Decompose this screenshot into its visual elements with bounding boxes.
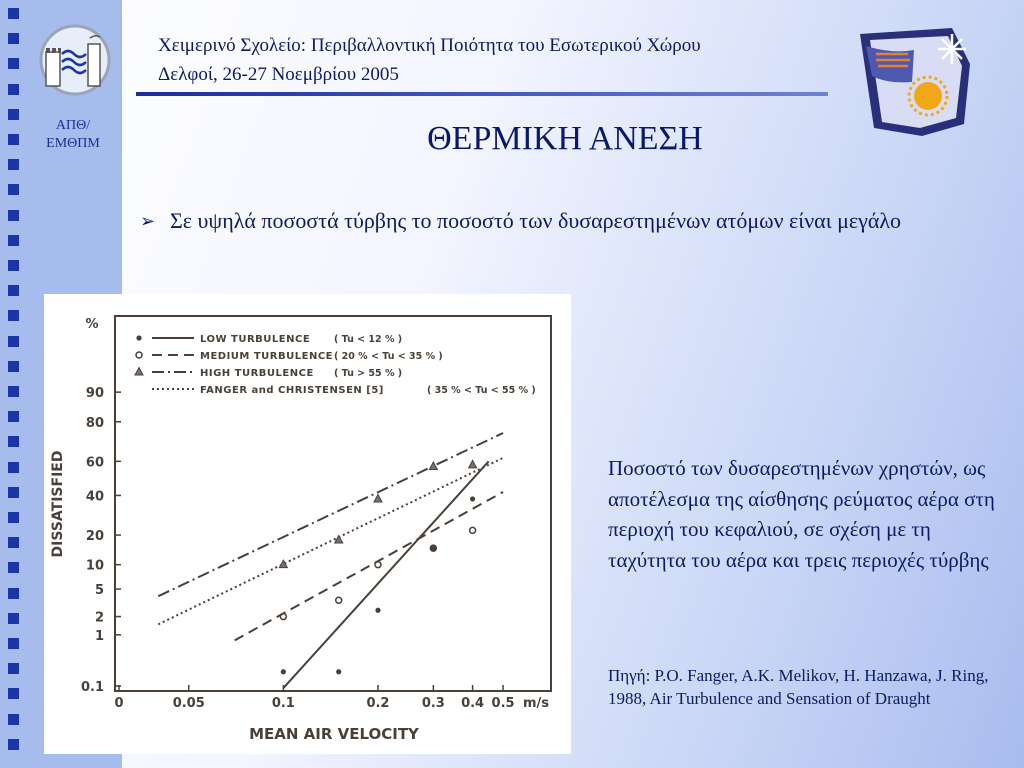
series-line [235,492,503,640]
decorative-square [8,386,19,397]
decorative-square [8,33,19,44]
data-point [375,608,380,613]
data-point [336,669,341,674]
slide-title: ΘΕΡΜΙΚΗ ΑΝΕΣΗ [427,120,703,157]
data-point [469,460,477,468]
data-point [136,352,142,358]
data-point [429,462,437,470]
y-tick-label: 90 [85,386,104,402]
decorative-square [8,688,19,699]
x-tick-label: 0 [114,696,124,711]
decorative-square [8,310,19,321]
y-tick-label: 80 [85,415,104,431]
decorative-square [8,714,19,725]
data-point [374,494,382,502]
data-point [336,597,342,603]
decorative-square-strip [8,0,22,768]
y-tick-label: 0.1 [80,680,104,695]
y-axis-label: DISSATISFIED [50,450,66,558]
data-point [281,669,286,674]
data-point [136,335,141,340]
legend-label: MEDIUM TURBULENCE [200,351,333,362]
series-line [158,433,503,596]
decorative-square [8,210,19,221]
x-axis-label: MEAN AIR VELOCITY [249,725,419,743]
y-tick-label: 20 [85,529,104,545]
data-point [470,527,476,533]
decorative-square [8,411,19,422]
decorative-square [8,285,19,296]
legend-range: ( Tu < 12 % ) [334,334,403,345]
x-tick-label: 0.2 [366,696,390,711]
y-tick-label: 1 [94,628,104,644]
series-line [158,458,503,624]
header-event-date: Δελφοί, 26-27 Νοεμβρίου 2005 [158,64,399,85]
y-unit-label: % [85,317,99,332]
header-event-title: Χειμερινό Σχολείο: Περιβαλλοντική Ποιότητα του Εσωτερικού Χώρου [158,35,701,56]
y-tick-label: 2 [94,610,104,626]
decorative-square [8,109,19,120]
data-point [135,368,143,376]
decorative-square [8,588,19,599]
institution-line-1: ΑΠΘ/ [55,118,91,133]
institution-line-2: ΕΜΘΠΜ [46,136,100,151]
decorative-square [8,159,19,170]
decorative-square [8,638,19,649]
decorative-square [8,663,19,674]
legend-label: HIGH TURBULENCE [200,368,314,379]
legend-range: ( 20 % < Tu < 35 % ) [334,351,443,362]
decorative-square [8,562,19,573]
decorative-square [8,537,19,548]
header-divider [136,92,828,96]
decorative-square [8,260,19,271]
x-tick-label: 0.1 [271,696,295,711]
decorative-square [8,361,19,372]
decorative-square [8,462,19,473]
bullet-text: Σε υψηλά ποσοστά τύρβης το ποσοστό των δυσαρεστημένων ατόμων είναι μεγάλο [170,208,902,233]
x-tick-label: 0.3 [421,696,445,711]
university-logo-icon [34,24,116,96]
y-tick-label: 60 [85,455,104,471]
decorative-square [8,336,19,347]
decorative-square [8,84,19,95]
decorative-square [8,8,19,19]
chart-panel [44,294,571,754]
decorative-square [8,58,19,69]
decorative-square [8,436,19,447]
x-unit-label: m/s [522,696,550,711]
y-tick-label: 5 [94,583,104,599]
decorative-square [8,487,19,498]
decorative-square [8,184,19,195]
dissatisfied-vs-velocity-chart [44,294,571,754]
decorative-square [8,512,19,523]
legend-range: ( 35 % < Tu < 55 % ) [427,385,536,396]
x-tick-label: 0.5 [491,696,515,711]
data-point [279,560,287,568]
data-point [375,562,381,568]
figure-source: Πηγή: P.O. Fanger, A.K. Melikov, H. Hanzawa, J. Ring, 1988, Air Turbulence and Sensation of Draught [608,666,989,708]
figure-description: Ποσοστό των δυσαρεστημένων χρηστών, ως αποτέλεσμα της αίσθησης ρεύματος αέρα στη περιοχή του κεφαλιού, σε σχέση με τη ταχύτητα του αέρα και τρεις περιοχές τύρβης [608,456,995,572]
y-tick-label: 40 [85,489,104,505]
decorative-square [8,739,19,750]
series-line [283,461,488,688]
x-tick-label: 0.05 [172,696,205,711]
legend-label: FANGER and CHRISTENSEN [5] [200,385,384,396]
data-point [470,496,475,501]
x-tick-label: 0.4 [461,696,485,711]
legend-range: ( Tu > 55 % ) [334,368,403,379]
y-tick-label: 10 [85,558,104,574]
bullet-arrow-icon: ➢ [140,211,156,231]
legend-label: LOW TURBULENCE [200,334,311,345]
decorative-square [8,613,19,624]
decorative-square [8,235,19,246]
